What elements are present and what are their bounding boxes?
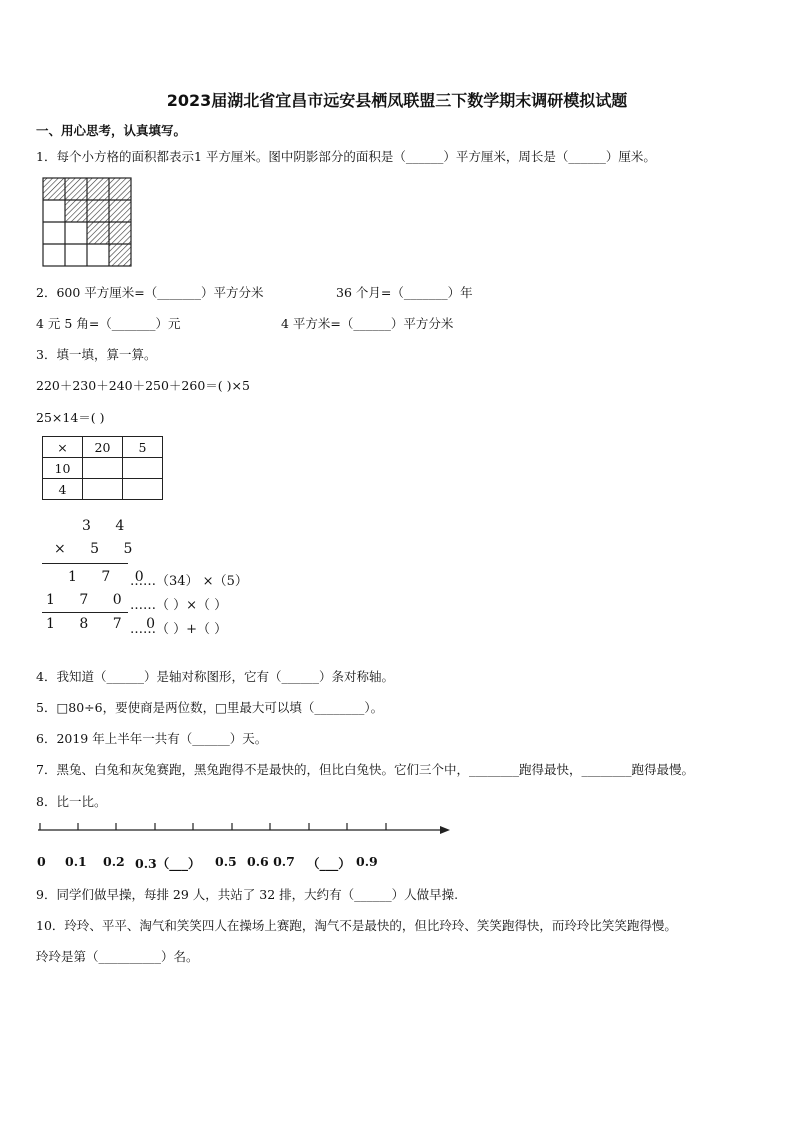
- table-row: [43, 458, 163, 479]
- numberline-label: 0.6 0.7: [247, 854, 295, 869]
- question-5: 5．□80÷6，要使商是两位数，□里最大可以填（________）。: [36, 700, 384, 715]
- question-3b: 25×14＝( ): [36, 410, 105, 425]
- table-cell: [83, 479, 123, 500]
- question-1: 1．每个小方格的面积都表示1 平方厘米。图中阴影部分的面积是（______）平方厘米，周长是（______）厘米。: [36, 149, 656, 164]
- table-cell: ×: [43, 437, 83, 458]
- number-line: [36, 818, 456, 842]
- table-cell: [83, 458, 123, 479]
- table-cell: [123, 458, 163, 479]
- numberline-label: 0.3（___）: [135, 856, 201, 871]
- ticks: [40, 823, 386, 830]
- question-2d: 4 平方米=（______）平方分米: [281, 316, 454, 331]
- arrow-icon: [440, 826, 450, 834]
- vertical-multiplicand: 3 4: [82, 518, 135, 534]
- numberline-label: 0.2: [103, 854, 125, 869]
- numberline-label: 0.1: [65, 854, 87, 869]
- numberline-label: （___）: [307, 856, 351, 871]
- numberline-label: 0: [37, 854, 46, 869]
- numberline-label: 0.5: [215, 854, 237, 869]
- table-cell: 5: [123, 437, 163, 458]
- question-4: 4．我知道（______）是轴对称图形，它有（______）条对称轴。: [36, 669, 394, 684]
- numberline-label: 0.9: [356, 854, 378, 869]
- vertical-note-3: ……（ ）+（ ）: [130, 622, 228, 637]
- vertical-note-1: ……（34） ×（5）: [130, 574, 248, 589]
- table-cell: [123, 479, 163, 500]
- table-cell: 20: [83, 437, 123, 458]
- divider-line: [42, 563, 128, 564]
- divider-line: [42, 612, 128, 613]
- table-row: [43, 479, 163, 500]
- table-cell: 4: [43, 479, 83, 500]
- shaded-grid-figure: [42, 177, 132, 267]
- page-title: 2023届湖北省宜昌市远安县栖凤联盟三下数学期末调研模拟试题: [166, 91, 628, 110]
- question-2a: 2．600 平方厘米=（_______）平方分米: [36, 285, 264, 300]
- question-10: 10．玲玲、平平、淘气和笑笑四人在操场上赛跑，淘气不是最快的，但比玲玲、笑笑跑得快，而玲玲比笑笑跑得慢。: [36, 918, 677, 933]
- section-heading: 一、用心思考，认真填写。: [36, 123, 187, 138]
- question-2b: 36 个月=（_______）年: [336, 285, 473, 300]
- question-6: 6．2019 年上半年一共有（______）天。: [36, 731, 268, 746]
- table-cell: 10: [43, 458, 83, 479]
- question-3: 3．填一填，算一算。: [36, 347, 157, 362]
- vertical-result: 1 8 7 0: [46, 616, 165, 632]
- vertical-multiplier: × 5 5: [54, 541, 143, 557]
- vertical-partial-2: 1 7 0: [46, 592, 132, 608]
- vertical-note-2: ……（ ）×（ ）: [130, 598, 228, 613]
- multiplication-table: [42, 436, 163, 500]
- question-10-continued: 玲玲是第（__________）名。: [36, 949, 199, 964]
- question-8: 8．比一比。: [36, 794, 107, 809]
- question-9: 9．同学们做早操，每排 29 人，共站了 32 排，大约有（______）人做早操.: [36, 887, 459, 902]
- vertical-partial-1: 1 7 0: [68, 569, 154, 585]
- question-2c: 4 元 5 角=（_______）元: [36, 316, 181, 331]
- question-7: 7．黑兔、白兔和灰兔赛跑，黑兔跑得不是最快的，但比白兔快。它们三个中，________跑得最快，________跑得最慢。: [36, 762, 694, 777]
- table-row: [43, 437, 163, 458]
- question-3a: 220＋230＋240＋250＋260＝( )×5: [36, 378, 250, 393]
